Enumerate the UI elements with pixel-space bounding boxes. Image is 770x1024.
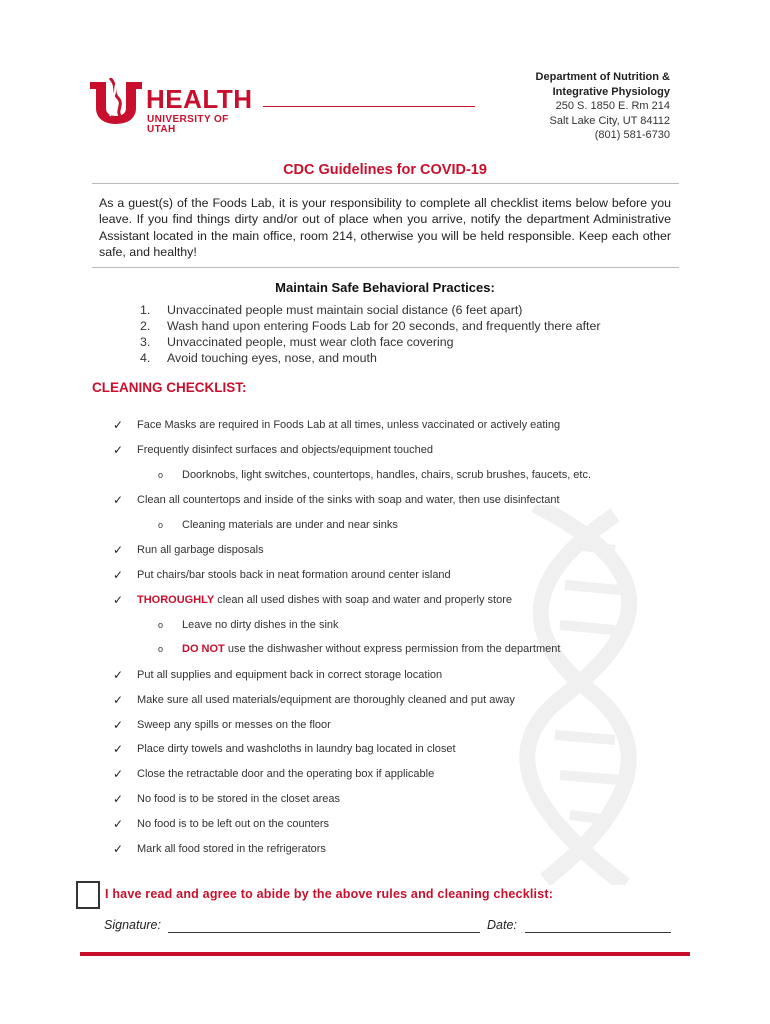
item-text: Avoid touching eyes, nose, and mouth xyxy=(167,351,377,365)
checklist-heading: CLEANING CHECKLIST: xyxy=(92,380,247,395)
checklist-item xyxy=(113,718,331,732)
bullet-icon: o xyxy=(158,470,164,480)
address-line: 250 S. 1850 E. Rm 214 xyxy=(555,100,670,112)
list-item xyxy=(140,302,601,318)
checklist-item xyxy=(113,593,512,607)
item-number: 1. xyxy=(140,303,151,317)
checklist-subitem xyxy=(158,518,398,532)
check-icon: ✓ xyxy=(113,792,124,806)
item-text: No food is to be left out on the counters xyxy=(137,818,330,830)
address-line: Integrative Physiology xyxy=(552,85,670,98)
check-icon: ✓ xyxy=(113,742,124,756)
checklist-subitem xyxy=(158,618,339,632)
bullet-icon: o xyxy=(158,644,164,654)
check-icon: ✓ xyxy=(113,693,124,707)
check-icon: ✓ xyxy=(113,718,124,732)
check-icon: ✓ xyxy=(113,593,124,607)
check-icon: ✓ xyxy=(113,767,124,781)
item-text: Unvaccinated people, must wear cloth face covering xyxy=(167,335,454,349)
emphasis-text: THOROUGHLY xyxy=(137,594,215,606)
department-address xyxy=(536,70,670,143)
footer-bar xyxy=(80,952,690,956)
dna-watermark-icon xyxy=(505,505,655,885)
item-text: clean all used dishes with soap and water and properly store xyxy=(214,594,513,606)
item-text: Face Masks are required in Foods Lab at all times, unless vaccinated or actively eating xyxy=(137,419,561,431)
item-text: Clean all countertops and inside of the sinks with soap and water, then use disinfectant xyxy=(137,494,560,506)
checklist-item xyxy=(113,842,326,856)
item-text: Sweep any spills or messes on the floor xyxy=(137,719,331,731)
item-text: Mark all food stored in the refrigerators xyxy=(137,843,326,855)
check-icon: ✓ xyxy=(113,443,124,457)
address-line: Salt Lake City, UT 84112 xyxy=(549,114,670,127)
brand-name: HEALTH xyxy=(146,84,253,114)
checklist-item xyxy=(113,568,451,582)
header-divider xyxy=(263,106,475,107)
item-text: Close the retractable door and the operating box if applicable xyxy=(137,768,435,780)
brand-subtitle: UNIVERSITY OF UTAH xyxy=(147,114,229,135)
u-logo-icon xyxy=(90,78,142,124)
address-line: (801) 581-6730 xyxy=(594,129,670,141)
bullet-icon: o xyxy=(158,620,164,630)
practices-heading: Maintain Safe Behavioral Practices: xyxy=(275,280,495,295)
checklist-item xyxy=(113,817,329,831)
item-text: Wash hand upon entering Foods Lab for 20 seconds, and frequently there after xyxy=(167,319,601,333)
item-text: Frequently disinfect surfaces and objects/equipment touched xyxy=(137,444,433,456)
university-logo xyxy=(90,78,260,135)
item-number: 3. xyxy=(140,335,151,349)
checklist-item xyxy=(113,493,560,507)
emphasis-text: DO NOT xyxy=(182,643,225,655)
check-icon: ✓ xyxy=(113,842,124,856)
list-item xyxy=(140,350,601,366)
checklist-item xyxy=(113,792,340,806)
checklist-item xyxy=(113,767,434,781)
date-label: Date: xyxy=(487,918,517,932)
check-icon: ✓ xyxy=(113,817,124,831)
signature-label: Signature: xyxy=(104,918,161,932)
check-icon: ✓ xyxy=(113,668,124,682)
item-number: 2. xyxy=(140,319,151,333)
list-item xyxy=(140,318,601,334)
checklist-subitem xyxy=(158,468,591,482)
item-text: use the dishwasher without express permission from the department xyxy=(224,643,561,655)
intro-paragraph: As a guest(s) of the Foods Lab, it is your responsibility to complete all checklist items below before you leave. If you find things dirty and/or out of place when you arrive, notify the department Administrative Assistant located in the main office, room 214, otherwise you will be held responsible. Keep each other safe, and healthy! xyxy=(99,196,671,259)
address-line: Department of Nutrition & xyxy=(535,71,670,83)
agreement-text: I have read and agree to abide by the above rules and cleaning checklist: xyxy=(105,887,554,901)
item-text: Put all supplies and equipment back in correct storage location xyxy=(137,669,443,681)
item-number: 4. xyxy=(140,351,151,365)
item-text: Doorknobs, light switches, countertops, handles, chairs, scrub brushes, faucets, etc. xyxy=(182,469,592,481)
checklist-item xyxy=(113,443,433,457)
item-text: Make sure all used materials/equipment are thoroughly cleaned and put away xyxy=(137,694,515,706)
bullet-icon: o xyxy=(158,520,164,530)
check-icon: ✓ xyxy=(113,418,124,432)
checklist-item xyxy=(113,693,515,707)
title-rule xyxy=(92,183,679,184)
checklist-item xyxy=(113,742,456,756)
check-icon: ✓ xyxy=(113,543,124,557)
checklist-subitem xyxy=(158,642,560,656)
item-text: No food is to be stored in the closet areas xyxy=(137,793,341,805)
intro-rule xyxy=(92,267,679,268)
item-text: Place dirty towels and washcloths in laundry bag located in closet xyxy=(137,743,456,755)
item-text: Unvaccinated people must maintain social distance (6 feet apart) xyxy=(167,303,523,317)
list-item xyxy=(140,334,601,350)
checklist-item xyxy=(113,418,560,432)
item-text: Put chairs/bar stools back in neat formation around center island xyxy=(137,569,451,581)
checklist-item xyxy=(113,668,442,682)
signature-field[interactable] xyxy=(168,932,480,933)
practices-list xyxy=(140,302,601,366)
document-title: CDC Guidelines for COVID-19 xyxy=(283,162,487,178)
item-text: Leave no dirty dishes in the sink xyxy=(182,619,339,631)
item-text: Run all garbage disposals xyxy=(137,544,264,556)
check-icon: ✓ xyxy=(113,568,124,582)
check-icon: ✓ xyxy=(113,493,124,507)
item-text: Cleaning materials are under and near sinks xyxy=(182,519,398,531)
agreement-checkbox[interactable] xyxy=(76,881,100,909)
date-field[interactable] xyxy=(525,932,671,933)
checklist-item xyxy=(113,543,264,557)
